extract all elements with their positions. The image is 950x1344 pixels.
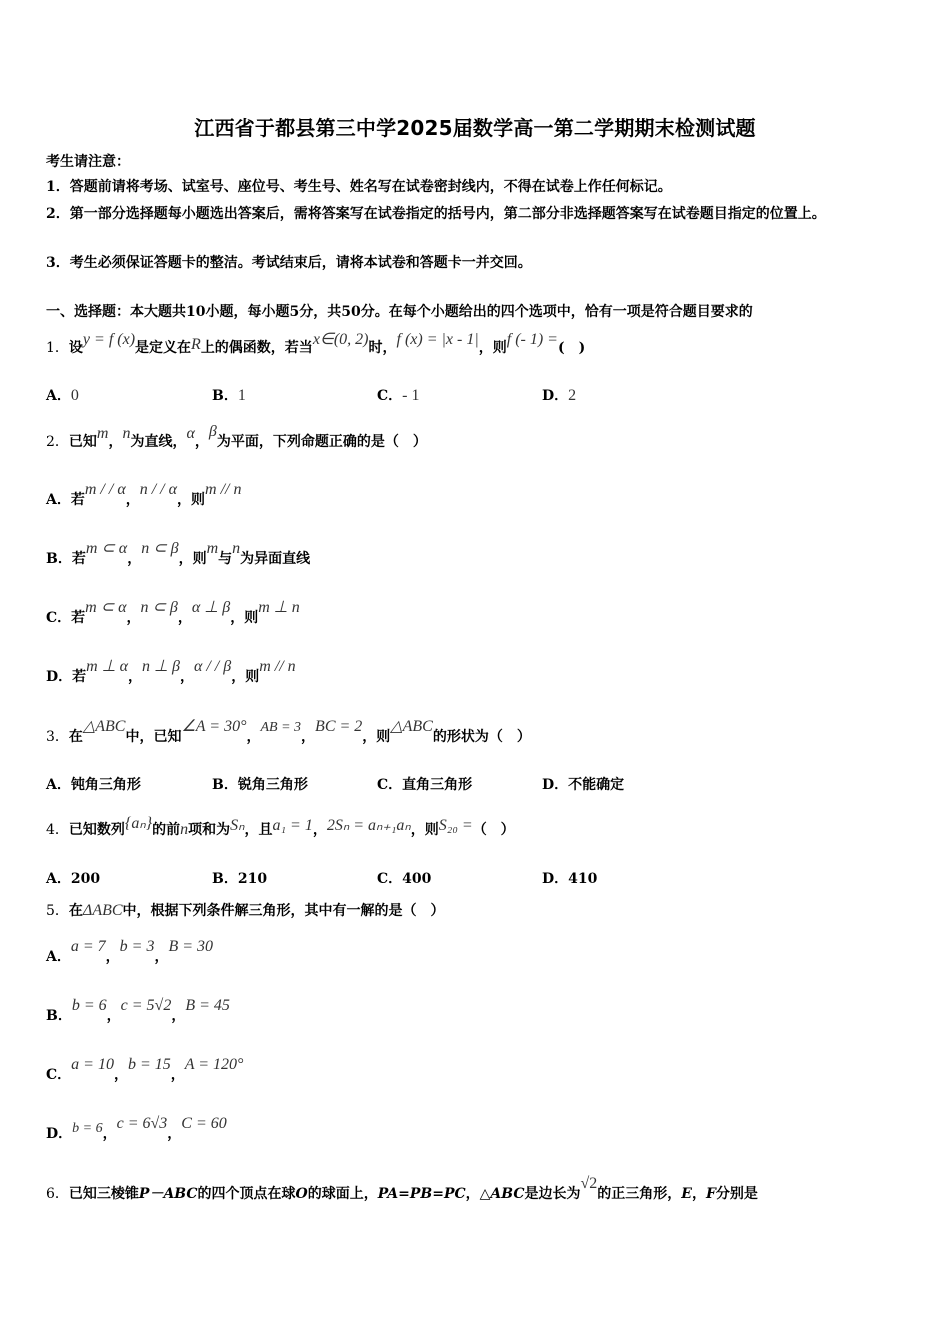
question-1 xyxy=(46,331,586,358)
formula: {aₙ} xyxy=(124,815,153,832)
option-b[interactable]: B．1 xyxy=(212,387,246,404)
q-text: ， xyxy=(301,729,316,745)
formula: A = 120° xyxy=(184,1056,244,1073)
q-text: 的四个顶点在球 xyxy=(197,1186,296,1202)
formula: β xyxy=(208,423,217,440)
q-text: 已知 xyxy=(68,434,97,450)
q-text: 分别是 xyxy=(715,1186,758,1202)
option-b[interactable]: B．b = 6，c = 5√2，B = 45 xyxy=(46,997,230,1024)
option-b[interactable]: B．若m ⊂ α，n ⊂ β，则m与n为异面直线 xyxy=(46,540,311,567)
q-text: ，则 xyxy=(362,729,391,745)
formula: b = 15 xyxy=(127,1056,171,1073)
option-a[interactable]: A．0 xyxy=(46,387,79,404)
formula: m ⊥ n xyxy=(258,599,300,616)
q-text: ，△ xyxy=(465,1186,491,1202)
q-text: ， xyxy=(246,729,261,745)
formula: m // n xyxy=(259,658,296,675)
q-text: ， xyxy=(312,822,327,838)
q-text: 为平面，下列命题正确的是（ ） xyxy=(216,434,427,450)
option-b[interactable]: B．210 xyxy=(212,871,268,887)
option-d[interactable]: D．若m ⊥ α，n ⊥ β，α / / β，则m // n xyxy=(46,658,296,685)
formula: n ⊂ β xyxy=(140,599,178,616)
formula: f (- 1) = xyxy=(506,331,558,348)
q-text: 时， xyxy=(368,340,397,356)
notice-line-2: 2．第一部分选择题每小题选出答案后，需将答案写在试卷指定的括号内，第二部分非选择题答案写在试卷题目指定的位置上。 xyxy=(46,206,826,222)
q-text: ，则 xyxy=(410,822,439,838)
formula: m ⊂ α xyxy=(85,599,127,616)
formula: m xyxy=(206,540,219,557)
option-b[interactable]: B．锐角三角形 xyxy=(212,777,308,793)
option-c[interactable]: C．若m ⊂ α，n ⊂ β，α ⊥ β，则m ⊥ n xyxy=(46,599,300,626)
formula: n / / α xyxy=(139,481,178,498)
q-text: 已知数列 xyxy=(68,822,125,838)
formula: α xyxy=(186,425,195,442)
formula: BC = 2 xyxy=(315,718,363,735)
option-a[interactable]: A．200 xyxy=(46,871,101,887)
notice-line-3: 3．考生必须保证答题卡的整洁。考试结束后，请将本试卷和答题卡一并交回。 xyxy=(46,255,532,271)
formula: AB = 3 xyxy=(260,720,302,735)
option-d[interactable]: D．2 xyxy=(542,387,577,404)
formula: m ⊥ α xyxy=(86,658,129,675)
option-c[interactable]: C．400 xyxy=(377,871,432,887)
formula: a = 7 xyxy=(70,938,106,955)
q-text: ，则 xyxy=(478,340,507,356)
formula: △ABC xyxy=(82,718,126,735)
q-text: 在 xyxy=(68,729,83,745)
question-number: 5． xyxy=(46,903,69,919)
page-title: 江西省于都县第三中学2025届数学高一第二学期期末检测试题 xyxy=(194,116,756,140)
q-text: 为直线， xyxy=(130,434,187,450)
q-text: 的球面上， xyxy=(307,1186,378,1202)
option-d[interactable]: D．b = 6，c = 6√3，C = 60 xyxy=(46,1115,227,1142)
formula: ABC xyxy=(490,1186,525,1202)
q-text: 的正三角形， xyxy=(597,1186,682,1202)
formula: m xyxy=(96,425,109,442)
formula: c = 5√2 xyxy=(120,997,172,1014)
formula: n xyxy=(232,540,241,557)
option-c[interactable]: C．- 1 xyxy=(377,387,420,404)
option-a[interactable]: A．若m / / α，n / / α，则m // n xyxy=(46,481,242,508)
formula: m ⊂ α xyxy=(85,540,128,557)
notice-line-1: 1．答题前请将考场、试室号、座位号、考生号、姓名写在试卷密封线内，不得在试卷上作任何标记。 xyxy=(46,179,672,195)
formula: E xyxy=(681,1186,692,1202)
question-6 xyxy=(46,1175,758,1204)
question-number: 3． xyxy=(46,729,69,745)
option-a[interactable]: A．钝角三角形 xyxy=(46,777,141,793)
formula: n ⊥ β xyxy=(142,658,180,675)
formula: C = 60 xyxy=(181,1115,227,1132)
formula: ∠A = 30° xyxy=(181,718,247,735)
question-3 xyxy=(46,718,531,748)
formula: PA=PB=PC xyxy=(377,1186,466,1202)
formula: 2Sₙ = aₙ₊₁aₙ xyxy=(326,817,411,834)
notice-heading: 考生请注意： xyxy=(46,154,130,170)
question-number: 4． xyxy=(46,822,69,838)
formula: ΔABC xyxy=(82,902,123,919)
formula: √2 xyxy=(580,1175,598,1192)
formula: F xyxy=(705,1186,716,1202)
q-text: 是定义在 xyxy=(135,340,192,356)
q-text: 中，根据下列条件解三角形，其中有一解的是（ ） xyxy=(122,903,445,919)
question-number: 6． xyxy=(46,1186,69,1202)
formula: n ⊂ β xyxy=(141,540,179,557)
question-number: 1． xyxy=(46,340,69,356)
formula: m // n xyxy=(205,481,242,498)
formula: B = 45 xyxy=(185,997,230,1014)
q-text: ， xyxy=(108,434,123,450)
formula: y = f (x) xyxy=(82,331,136,348)
q-text: 的前 xyxy=(152,822,181,838)
formula: O xyxy=(295,1186,308,1202)
formula: b = 3 xyxy=(119,938,155,955)
formula: n xyxy=(180,821,189,838)
formula: α / / β xyxy=(193,658,232,675)
formula: B = 30 xyxy=(168,938,214,955)
formula: n xyxy=(122,425,131,442)
option-d[interactable]: D．410 xyxy=(542,871,598,887)
formula: f (x) = |x - 1| xyxy=(396,331,479,348)
question-5 xyxy=(46,901,445,921)
formula: α ⊥ β xyxy=(191,599,231,616)
q-text: 中，已知 xyxy=(125,729,182,745)
q-text: 设 xyxy=(68,340,83,356)
q-text: 是边长为 xyxy=(524,1186,581,1202)
formula: △ABC xyxy=(390,718,433,735)
formula: P－ABC xyxy=(138,1186,198,1202)
q-text: ， xyxy=(691,1186,706,1202)
formula: a₁ = 1 xyxy=(272,817,313,834)
formula: m / / α xyxy=(84,481,126,498)
q-text: ( ) xyxy=(557,340,586,356)
q-text: （ ） xyxy=(472,822,515,838)
formula: S₂₀ = xyxy=(438,817,473,834)
q-text: 的形状为（ ） xyxy=(432,729,531,745)
q-text: 上的偶函数，若当 xyxy=(200,340,313,356)
option-a[interactable]: A．a = 7，b = 3，B = 30 xyxy=(46,938,214,965)
formula: b = 6 xyxy=(71,997,107,1014)
question-number: 2． xyxy=(46,434,69,450)
section-heading: 一、选择题：本大题共10小题，每小题5分，共50分。在每个小题给出的四个选项中，恰有一项是符合题目要求的 xyxy=(46,304,753,320)
question-4 xyxy=(46,815,515,840)
formula: Sₙ xyxy=(230,817,245,834)
formula: R xyxy=(191,336,201,353)
formula: b = 6 xyxy=(72,1121,103,1136)
formula: c = 6√3 xyxy=(116,1115,168,1132)
formula: a = 10 xyxy=(71,1056,114,1073)
question-2 xyxy=(46,423,427,452)
option-c[interactable]: C．直角三角形 xyxy=(377,777,473,793)
option-d[interactable]: D．不能确定 xyxy=(542,777,625,793)
q-text: ， xyxy=(194,434,209,450)
option-c[interactable]: C．a = 10，b = 15，A = 120° xyxy=(46,1056,244,1083)
formula: x∈(0, 2) xyxy=(312,331,369,348)
q-text: ，且 xyxy=(244,822,273,838)
q-text: 在 xyxy=(68,903,83,919)
q-text: 已知三棱锥 xyxy=(68,1186,139,1202)
q-text: 项和为 xyxy=(188,822,231,838)
